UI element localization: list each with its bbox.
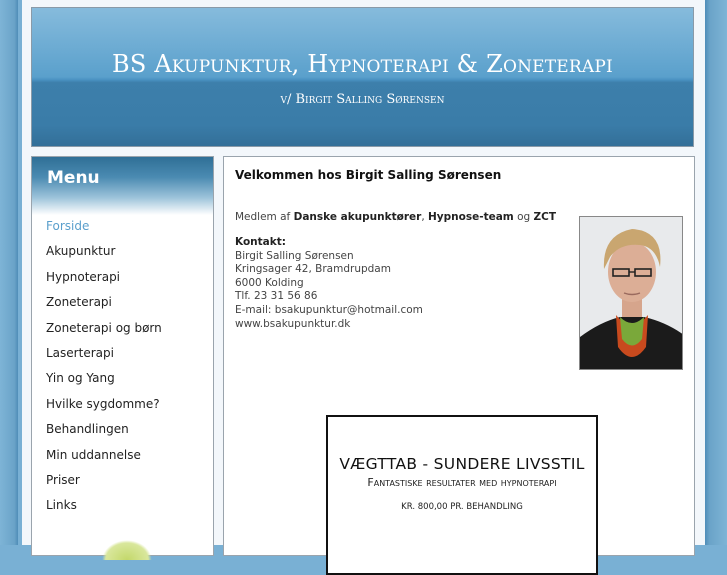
menu-item-forside[interactable]: Forside xyxy=(46,219,90,233)
contact-phone: Tlf. 23 31 56 86 xyxy=(235,290,318,303)
portrait-photo xyxy=(579,216,683,370)
menu-title: Menu xyxy=(47,168,100,188)
promo-headline: VÆGTTAB - SUNDERE LIVSSTIL xyxy=(339,455,585,473)
contact-label: Kontakt: xyxy=(235,236,286,248)
menu-item-akupunktur[interactable]: Akupunktur xyxy=(46,244,116,259)
contact-website[interactable]: www.bsakupunktur.dk xyxy=(235,317,351,330)
member-org-2: Hypnose-team xyxy=(428,211,514,223)
page-edge-right xyxy=(705,0,727,545)
member-org-3: ZCT xyxy=(533,211,556,223)
portrait-illustration xyxy=(580,217,683,370)
menu-item-links[interactable]: Links xyxy=(46,498,77,513)
contact-name: Birgit Salling Sørensen xyxy=(235,249,354,262)
menu-item-yin-og-yang[interactable]: Yin og Yang xyxy=(46,371,115,386)
promo-subline: Fantastiske resultater med hypnoterapi xyxy=(367,476,557,489)
page-edge-left xyxy=(0,0,18,545)
sidebar-badge-image xyxy=(102,540,152,560)
menu-item-zoneterapi-og-born[interactable]: Zoneterapi og børn xyxy=(46,320,162,335)
menu-item-priser[interactable]: Priser xyxy=(46,472,80,487)
main-content xyxy=(223,156,695,556)
member-org-1: Danske akupunktører xyxy=(293,211,422,223)
contact-email[interactable]: E-mail: bsakupunktur@hotmail.com xyxy=(235,303,423,316)
menu-item-behandlingen[interactable]: Behandlingen xyxy=(46,422,129,437)
menu-item-hvilke-sygdomme[interactable]: Hvilke sygdomme? xyxy=(46,396,160,411)
member-sep: , xyxy=(421,211,429,223)
membership-line xyxy=(235,211,556,223)
contact-city: 6000 Kolding xyxy=(235,276,304,289)
menu-item-laserterapi[interactable]: Laserterapi xyxy=(46,345,114,360)
sidebar-menu xyxy=(31,156,214,556)
menu-list xyxy=(46,217,162,522)
site-header-banner xyxy=(31,7,694,147)
promo-price: KR. 800,00 PR. BEHANDLING xyxy=(401,502,523,512)
contact-block xyxy=(235,236,423,331)
member-and: og xyxy=(513,211,534,223)
page-container xyxy=(22,0,705,545)
menu-item-hypnoterapi[interactable]: Hypnoterapi xyxy=(46,269,121,284)
site-subtitle: v/ Birgit Salling Sørensen xyxy=(280,92,445,107)
promo-banner[interactable] xyxy=(326,415,598,575)
page-heading: Velkommen hos Birgit Salling Sørensen xyxy=(235,168,502,182)
menu-item-min-uddannelse[interactable]: Min uddannelse xyxy=(46,447,141,462)
member-prefix: Medlem af xyxy=(235,211,294,223)
contact-address: Kringsager 42, Bramdrupdam xyxy=(235,263,391,276)
site-title: BS Akupunktur, Hypnoterapi & Zoneterapi xyxy=(112,50,613,78)
menu-item-zoneterapi[interactable]: Zoneterapi xyxy=(46,295,112,310)
